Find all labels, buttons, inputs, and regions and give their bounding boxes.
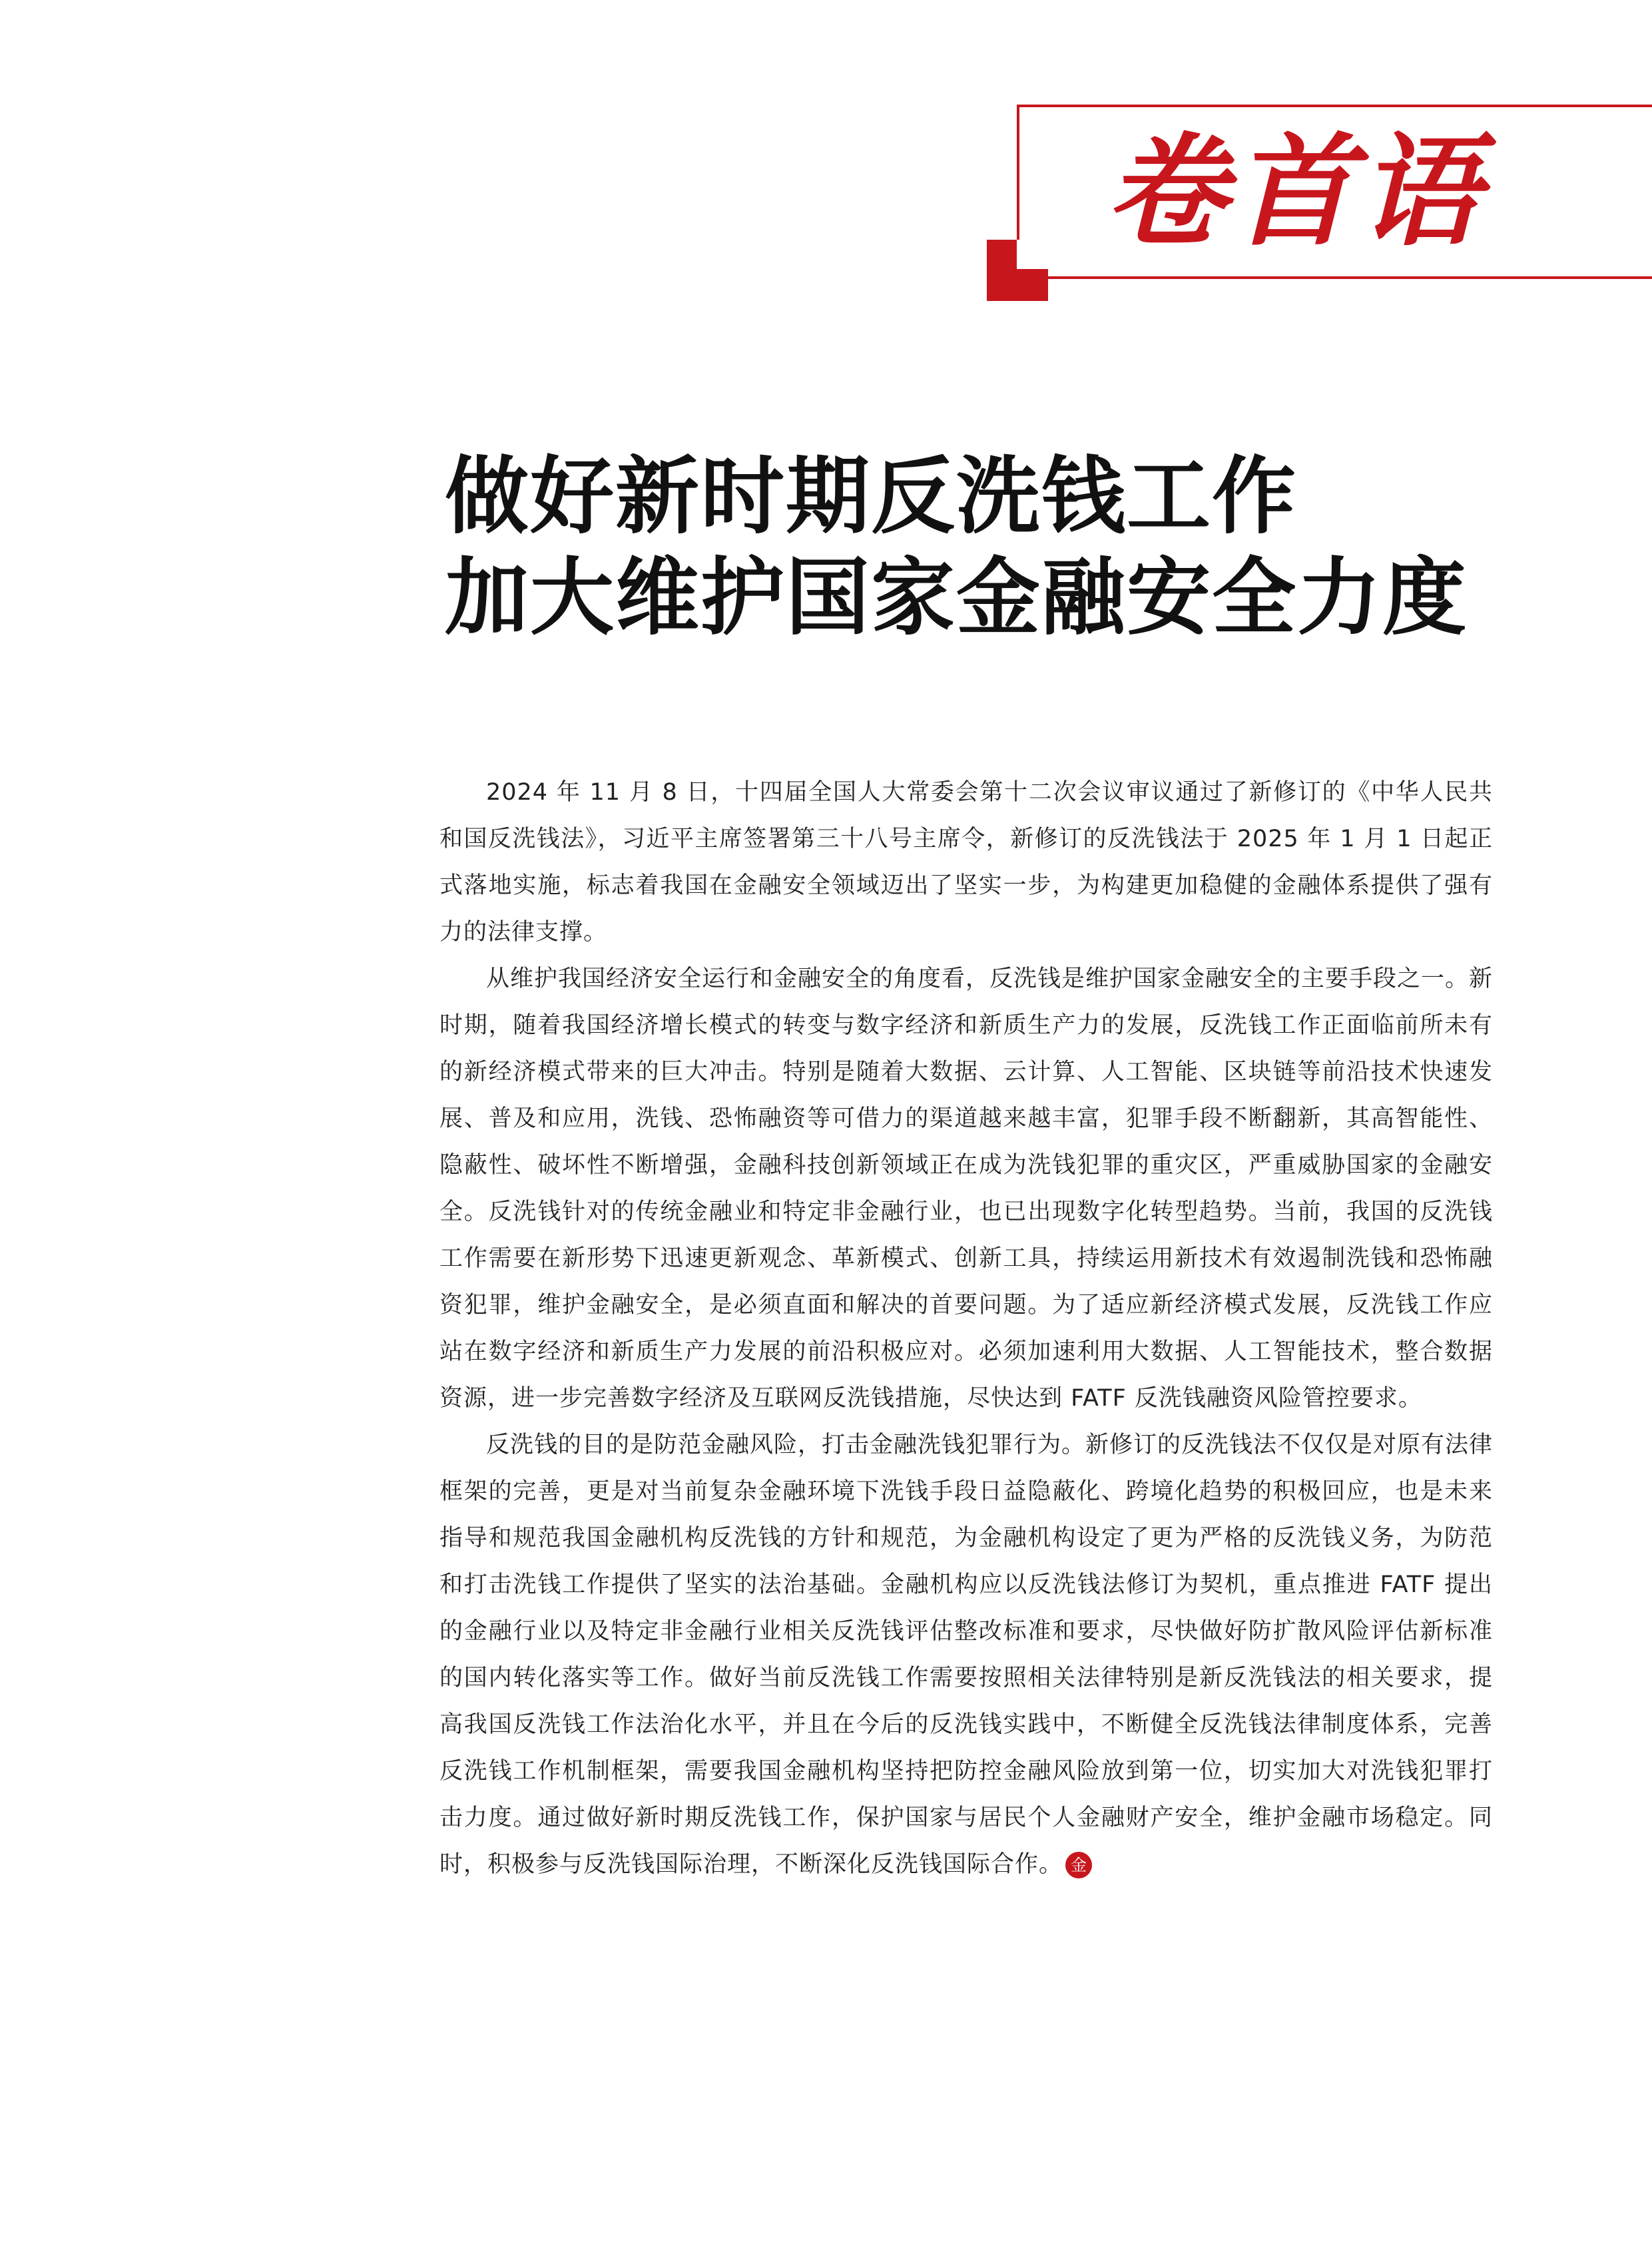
article-title (445, 446, 1523, 649)
article-body (439, 769, 1493, 1888)
article-paragraph-3: 反洗钱的目的是防范金融风险，打击金融洗钱犯罪行为。新修订的反洗钱法不仅仅是对原有法律框架的完善，更是对当前复杂金融环境下洗钱手段日益隐蔽化、跨境化趋势的积极回应，也是未来指导和规范我国金融机构反洗钱的方针和规范，为金融机构设定了更为严格的反洗钱义务，为防范和打击洗钱工作提供了坚实的法治基础。金融机构应以反洗钱法修订为契机，重点推进 FATF 提出的金融行业以及特定非金融行业相关反洗钱评估整改标准和要求，尽快做好防扩散风险评估新标准的国内转化落实等工作。做好当前反洗钱工作需要按照相关法律特别是新反洗钱法的相关要求，提高我国反洗钱工作法治化水平，并且在今后的反洗钱实践中，不断健全反洗钱法律制度体系，完善反洗钱工作机制框架，需要我国金融机构坚持把防控金融风险放到第一位，切实加大对洗钱犯罪打击力度。通过做好新时期反洗钱工作，保护国家与居民个人金融财产安全，维护金融市场稳定。同时，积极参与反洗钱国际治理，不断深化反洗钱国际合作。 金 (439, 1432, 1494, 1878)
header-corner-notch (1017, 240, 1048, 269)
article-title-line-1: 做好新时期反洗钱工作 (445, 447, 1297, 545)
article-paragraph-2: 从维护我国经济安全运行和金融安全的角度看，反洗钱是维护国家金融安全的主要手段之一。新时期，随着我国经济增长模式的转变与数字经济和新质生产力的发展，反洗钱工作正面临前所未有的新经济模式带来的巨大冲击。特别是随着大数据、云计算、人工智能、区块链等前沿技术快速发展、普及和应用，洗钱、恐怖融资等可借力的渠道越来越丰富，犯罪手段不断翻新，其高智能性、隐蔽性、破坏性不断增强，金融科技创新领域正在成为洗钱犯罪的重灾区，严重威胁国家的金融安全。反洗钱针对的传统金融业和特定非金融行业，也已出现数字化转型趋势。当前，我国的反洗钱工作需要在新形势下迅速更新观念、革新模式、创新工具，持续运用新技术有效遏制洗钱和恐怖融资犯罪，维护金融安全，是必须直面和解决的首要问题。为了适应新经济模式发展，反洗钱工作应站在数字经济和新质生产力发展的前沿积极应对。必须加速利用大数据、人工智能技术，整合数据资源，进一步完善数字经济及互联网反洗钱措施，尽快达到 FATF 反洗钱融资风险管控要求。 (439, 966, 1494, 1412)
article-paragraph-1: 2024 年 11 月 8 日，十四届全国人大常委会第十二次会议审议通过了新修订的《中华人民共和国反洗钱法》，习近平主席签署第三十八号主席令，新修订的反洗钱法于 2025 年 1 月 1 日起正式落地实施，标志着我国在金融安全领域迈出了坚实一步，为构建更加稳健的金融体系提供了强有力的法律支撑。 (439, 779, 1493, 946)
end-mark-icon: 金 (1065, 1852, 1092, 1878)
article-title-line-2: 加大维护国家金融安全力度 (445, 549, 1468, 647)
column-title: 卷首语 (1105, 120, 1485, 262)
